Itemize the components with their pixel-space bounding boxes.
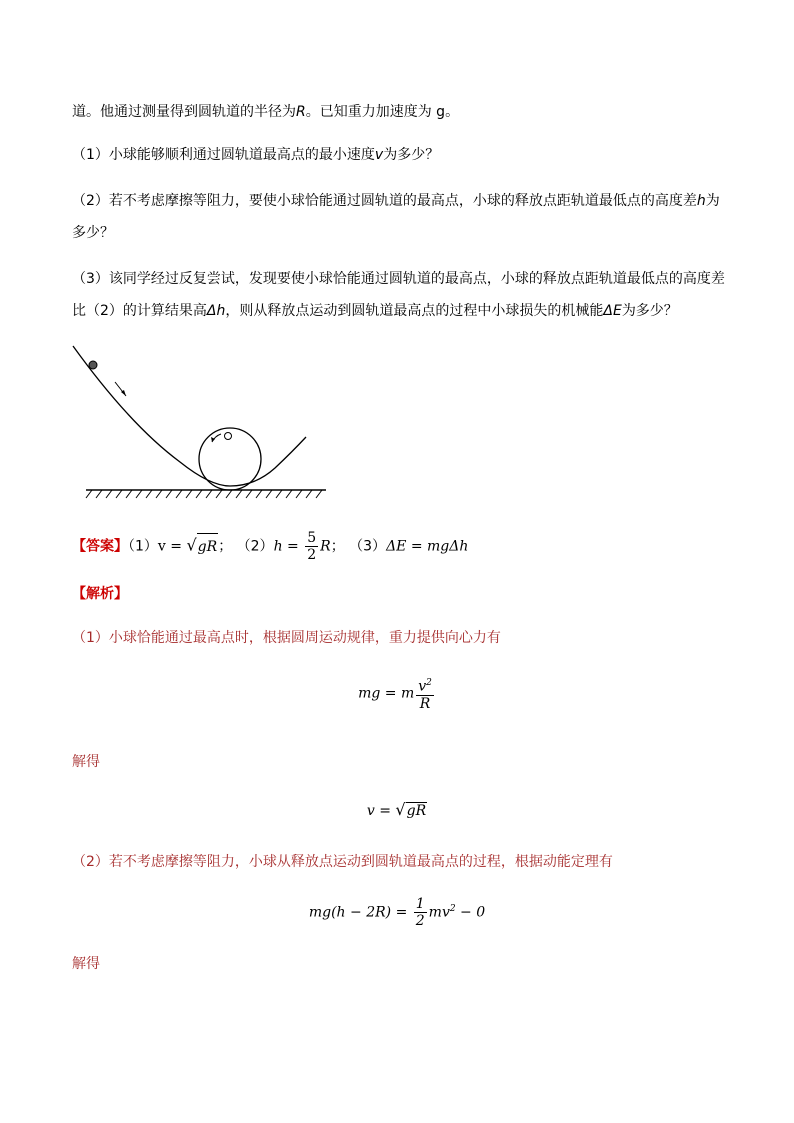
text: v [418, 678, 427, 695]
equation-3-fraction [414, 896, 427, 929]
denominator: 2 [415, 913, 425, 929]
text: ； [218, 538, 233, 555]
text: v = [366, 803, 391, 819]
analysis-step-2: （2）若不考虑摩擦等阻力，小球从释放点运动到圆轨道最高点的过程，根据动能定理有 [72, 854, 613, 870]
question-3 [72, 269, 724, 289]
text: （2） [236, 538, 274, 555]
ball-top-icon [225, 433, 232, 440]
text: ； [330, 538, 345, 555]
text: （3） [349, 538, 387, 555]
text: （1）小球能够顺利通过圆轨道最高点的最小速度 [72, 147, 375, 163]
question-3-cont [72, 301, 724, 321]
text: 为多少？ [383, 147, 440, 163]
answer-3-eq: ΔE = mgΔh [386, 538, 469, 555]
superscript: 2 [426, 678, 432, 688]
var-delta-e: ΔE [603, 303, 622, 319]
equation-2-radicand: gR [406, 803, 427, 819]
problem-line-0 [72, 102, 724, 122]
answer-line [72, 530, 724, 563]
text: （2）若不考虑摩擦等阻力，要使小球恰能通过圆轨道的最高点，小球的释放点距轨道最低点的高度差 [72, 193, 697, 209]
equation-1-fraction [416, 675, 434, 712]
analysis-tag: 【解析】 [72, 586, 128, 602]
numerator: 1 [415, 896, 425, 912]
equation-1 [0, 675, 794, 712]
question-2-cont [72, 223, 724, 243]
track-diagram [70, 340, 332, 504]
numerator: 5 [307, 530, 317, 546]
text: 比（2）的计算结果高 [72, 303, 207, 319]
text: mv [428, 904, 450, 921]
text: mg(h − 2R) = [308, 904, 408, 921]
answer-1-lhs: v = [157, 538, 183, 555]
text: mg = m [358, 685, 415, 702]
answer-1-radicand: gR [197, 533, 219, 560]
sqrt-icon: √ [186, 535, 197, 555]
var-v: v [374, 147, 384, 163]
answer-2-fraction [305, 530, 318, 563]
text: 为 [705, 193, 720, 209]
ball-icon [89, 361, 97, 369]
text: − 0 [455, 904, 486, 921]
sqrt-icon: √ [395, 800, 406, 819]
solve-label-2: 解得 [72, 956, 100, 972]
var-delta-h: Δh [206, 303, 226, 319]
ground-hatch [86, 490, 322, 498]
text: ，则从释放点运动到圆轨道最高点的过程中小球损失的机械能 [225, 303, 604, 319]
denominator: 2 [307, 547, 317, 563]
solve-label-1: 解得 [72, 754, 100, 770]
answer-2-lhs: h = [273, 538, 299, 555]
numerator [416, 675, 434, 696]
track-curve [73, 346, 306, 486]
text: （1） [128, 538, 158, 555]
var-h: h [696, 193, 706, 209]
question-1 [72, 145, 724, 165]
answer-tag: 【答案】 [72, 538, 128, 555]
text: （3）该同学经过反复尝试，发现要使小球恰能通过圆轨道的最高点，小球的释放点距轨道最低点的高度差 [72, 271, 725, 287]
equation-3 [0, 896, 794, 929]
text: 为多少？ [621, 303, 678, 319]
var-R: R [296, 104, 306, 120]
text: R [320, 538, 331, 555]
denominator: R [419, 695, 431, 712]
superscript: 2 [449, 903, 456, 914]
curved-arrow [212, 434, 221, 442]
equation-2 [0, 800, 794, 819]
text: 多少？ [72, 225, 114, 241]
analysis-step-1: （1）小球恰能通过最高点时，根据圆周运动规律，重力提供向心力有 [72, 630, 501, 646]
text: 。已知重力加速度为 g。 [305, 104, 460, 120]
text: 道。他通过测量得到圆轨道的半径为 [72, 104, 296, 120]
question-2 [72, 191, 724, 211]
